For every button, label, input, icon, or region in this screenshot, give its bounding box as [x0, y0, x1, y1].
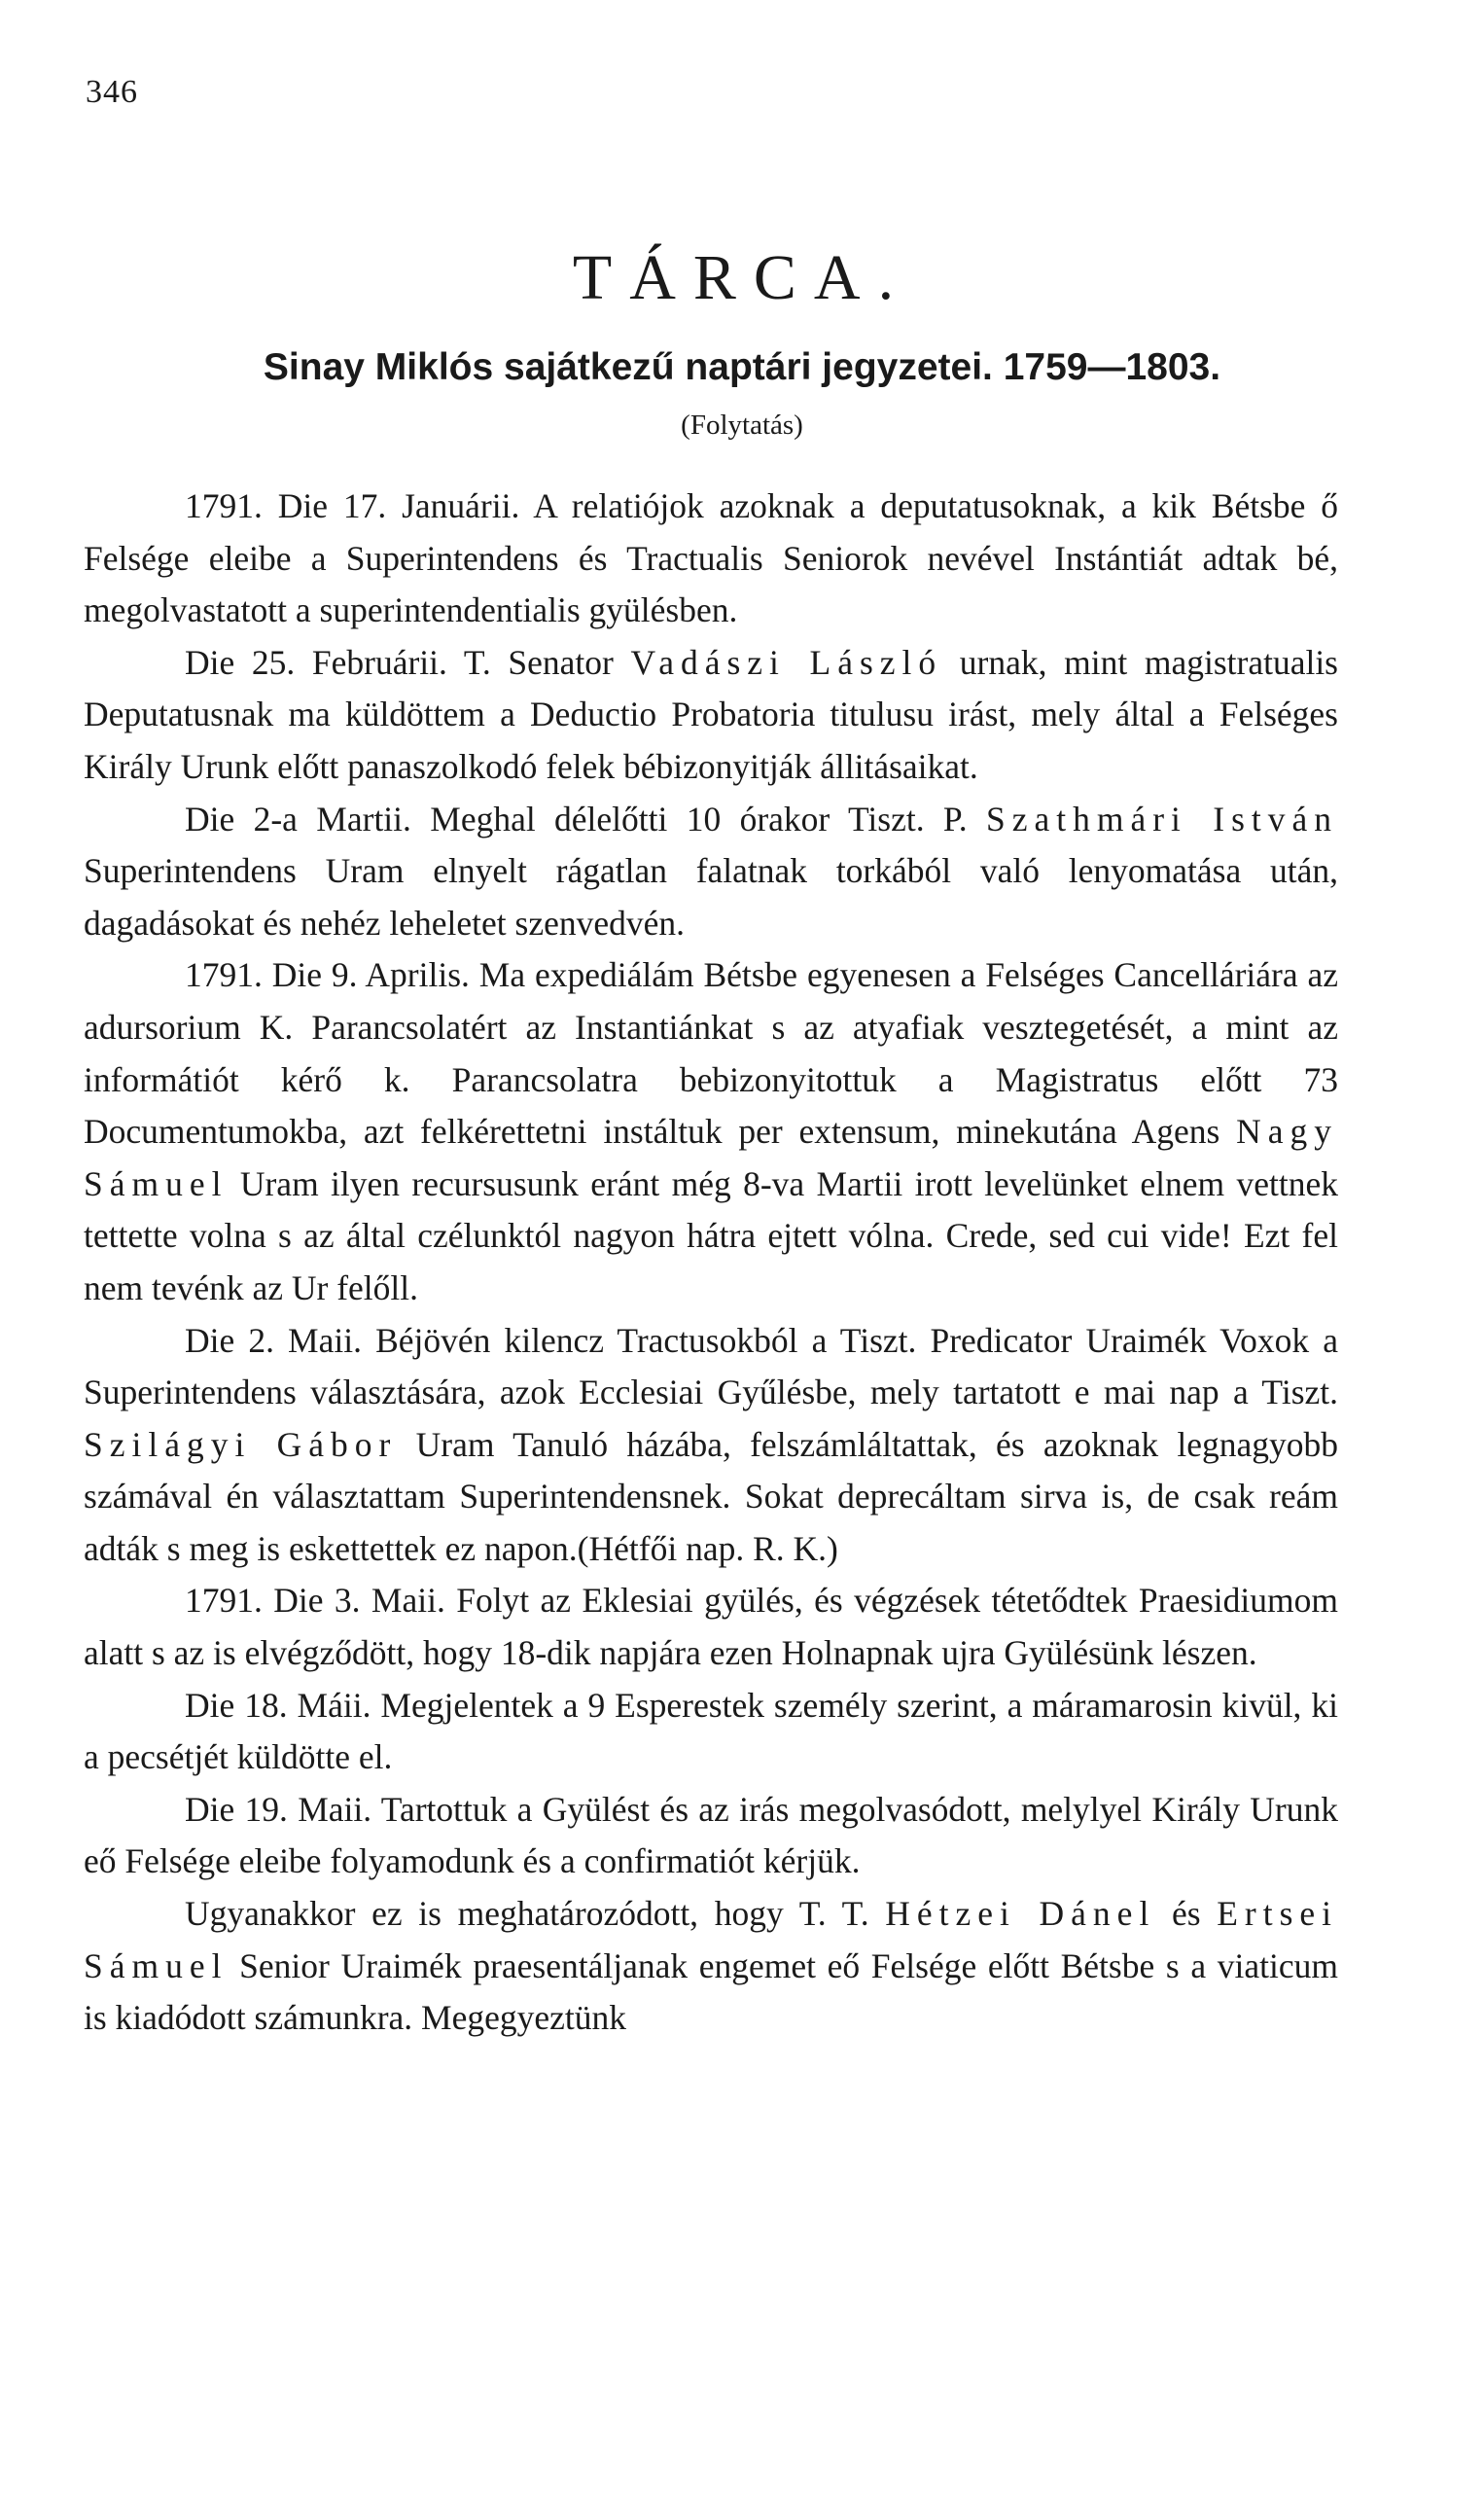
article-title: Sinay Miklós sajátkezű naptári jegyzetei. 1759—1803.: [263, 346, 1221, 388]
diary-entry-1791-03-02: [84, 794, 1338, 950]
text-run: Die 18. Máii. Megjelentek a 9 Esperestek személy szerint, a máramarosin kivül, ki a pecsétjét küldötte el.: [84, 1685, 1338, 1777]
spaced-name: Ertsei Sámuel: [84, 1894, 1339, 1985]
text-run: Die 2. Maii. Béjövén kilencz Tractusokból a Tiszt. Predicator Uraimék Voxok a Superintendens választására, azok Ecclesiai Gyűlésbe, mely tartatott e mai nap a Tiszt.: [84, 1320, 1338, 1412]
section-title: TÁRCA.: [572, 242, 912, 313]
diary-entry-1791-05-03: [84, 1575, 1338, 1679]
text-run: és: [1155, 1894, 1218, 1934]
diary-entry-1791-01-17: [84, 481, 1338, 637]
diary-entry-1791-05-02: [84, 1315, 1338, 1576]
diary-entry-1791-05-19: [84, 1784, 1338, 1888]
diary-entry-1791-05-18: [84, 1680, 1338, 1784]
spaced-name: Nagy Sámuel: [84, 1112, 1338, 1203]
spaced-name: Vadászi László: [630, 642, 943, 682]
page-number: 346: [86, 74, 138, 110]
text-run: 1791. Die 9. Aprilis. Ma expediálám Bétsbe egyenesen a Felséges Cancelláriára az adursorium K. Parancsolatért az Instantiánkat s az atyafiak vesztegetését, a mint az informátiót kérő k. Parancsolatra bebizonyitottuk a Magistratus előtt 73 Documentumokba, azt felkérettetni instáltuk per extensum, minekutána Agens: [84, 955, 1338, 1152]
diary-entry-1791-02-25: [84, 637, 1338, 794]
diary-entry-1791-05-19-continued: [84, 1888, 1338, 2045]
article-subtitle: (Folytatás): [681, 410, 803, 441]
spaced-name: Szilágyi Gábor: [84, 1424, 398, 1464]
article-body: [84, 481, 1338, 2045]
spaced-name: Hétzei Dánel: [885, 1894, 1156, 1934]
text-run: urnak, mint magistratualis Deputatusnak ma küldöttem a Deductio Probatoria titulusu irást, mely által a Felséges Király Urunk előtt panaszolkodó felek bébizonyitják állitásaikat.: [84, 642, 1338, 786]
text-run: 1791. Die 17. Januárii. A relatiójok azoknak a deputatusoknak, a kik Bétsbe ő Felsége eleibe a Superintendens és Tractualis Seniorok nevével Instántiát adtak bé, megolvastatott a superintendentialis gyülésben.: [84, 486, 1338, 630]
diary-entry-1791-04-09: [84, 949, 1338, 1314]
text-run: Die 25. Februárii. T. Senator: [185, 642, 631, 682]
text-run: Die 2-a Martii. Meghal délelőtti 10 órakor Tiszt. P.: [185, 799, 986, 839]
text-run: Superintendens Uram elnyelt rágatlan falatnak torkából való lenyomatása után, dagadásokat és nehéz leheletet szenvedvén.: [84, 851, 1338, 943]
text-run: Die 19. Maii. Tartottuk a Gyülést és az irás megolvasódott, melylyel Király Urunk eő Felsége eleibe folyamodunk és a confirmatiót kérjük.: [84, 1789, 1338, 1881]
text-run: Uram Tanuló házába, felszámláltattak, és azoknak legnagyobb számával én választattam Superintendensnek. Sokat deprecáltam sirva is, de csak reám adták s meg is eskettettek ez napon.(Hétfői nap. R. K.): [84, 1424, 1338, 1568]
text-run: Ugyanakkor ez is meghatározódott, hogy T. T.: [185, 1894, 886, 1934]
text-run: Senior Uraimék praesentáljanak engemet eő Felsége előtt Bétsbe s a viaticum is kiadódott számunkra. Megegyeztünk: [84, 1945, 1338, 2038]
text-run: Uram ilyen recursusunk eránt még 8-va Martii irott levelünket elnem vettnek tettette volna s az által czélunktól nagyon hátra ejtett vólna. Crede, sed cui vide! Ezt fel nem tevénk az Ur felőll.: [84, 1163, 1338, 1307]
spaced-name: Szathmári István: [985, 799, 1339, 839]
text-run: 1791. Die 3. Maii. Folyt az Eklesiai gyülés, és végzések tétetődtek Praesidiumom alatt s az is elvégződött, hogy 18-dik napjára ezen Holnapnak ujra Gyülésünk lészen.: [84, 1581, 1338, 1673]
